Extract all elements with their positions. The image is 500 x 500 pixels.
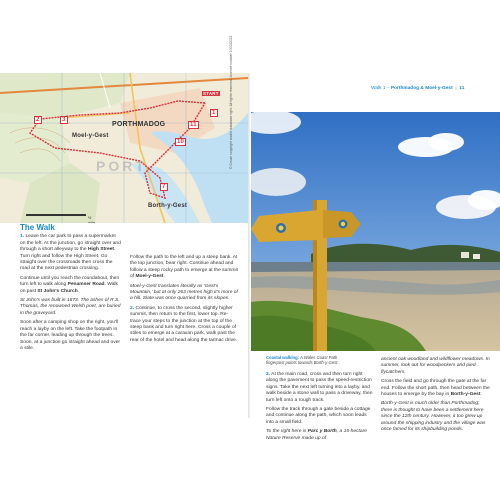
text-run: . xyxy=(77,288,80,294)
text-run: Borth-y-Gest is much older than Porthmadog; there is thought to have been a settlement here since the 12th century. However, it too grew up around the shipping industry and the village was once famed for its shipbuilding ponds. xyxy=(381,401,486,433)
text-run: St John's was built in 1873. The ashes of R.S. Thomas, the renowned Welsh poet, are buried in the graveyard. xyxy=(20,298,121,316)
text-run: . xyxy=(163,274,165,280)
body-paragraph xyxy=(130,284,238,303)
body-paragraph xyxy=(130,306,238,344)
caption-head: Coastal walking: xyxy=(266,355,300,360)
photo-caption xyxy=(266,355,352,366)
text-run: Follow the track through a gate beside a cottage and continue along the path, which soon leads into a small field. xyxy=(266,407,371,425)
text-run: Continue, to cross the second, slightly higher summit, then return to the first, lower top. Re-trace your steps to the junction at the top of the steep bank and turn right here. Cross a couple of stiles to emerge at a caravan park, walk past the rear of the hotel and head along the tarmac drive. xyxy=(130,305,238,343)
right-page-column-1 xyxy=(266,372,373,445)
header-walk-number: Walk 1 xyxy=(371,86,386,91)
fingerpost-photo xyxy=(251,112,500,351)
text-run: . Walk on past xyxy=(20,282,118,294)
text-run: Cross the field and go through the gate at the far end. Follow the short path, then head between the houses to emerge by the bay in xyxy=(381,379,490,398)
bold-place-name: St John's Church xyxy=(37,288,78,294)
header-separator: – xyxy=(386,86,390,91)
body-paragraph xyxy=(20,234,121,272)
map-scale xyxy=(26,211,96,221)
body-paragraph xyxy=(381,379,491,398)
left-col2-body xyxy=(130,255,238,344)
text-run: , a 15-hectare Nature Reserve made up of xyxy=(266,429,367,441)
body-paragraph xyxy=(381,401,491,433)
waypoint-marker: 7 xyxy=(162,184,166,190)
map-copyright xyxy=(229,109,233,169)
walk-section-title: The Walk xyxy=(20,223,55,232)
text-run: Follow the path to the left and up a steep bank. At the top junction, bear right. Continue ahead and follow a steep rocky path to emerge at the summit of xyxy=(130,255,238,280)
bold-place-name: Moel-y-Gest xyxy=(135,274,164,280)
photo-graphic xyxy=(251,112,500,351)
text-run: Leave the car park to pass a supermarket on the left. At the junction, go straight over and through a short alleyway to the xyxy=(20,234,121,253)
book-gutter xyxy=(248,73,250,418)
body-paragraph xyxy=(266,372,373,404)
text-run: To the right here is xyxy=(266,429,308,435)
bold-place-name: High Street xyxy=(87,247,115,253)
body-paragraph xyxy=(381,357,491,376)
text-run: Soon after a camping shop on the right, you'll reach a layby on the left. Take the footpath in the far corner, leading up through the trees. Soon, at a junction go straight ahead and over a stile. xyxy=(20,320,121,351)
body-paragraph xyxy=(20,276,121,295)
map-label-borth-y-gest: Borth-y-Gest xyxy=(148,203,188,209)
text-run: Continue until you reach the roundabout, then turn left to walk along xyxy=(20,275,120,288)
body-paragraph xyxy=(20,298,121,317)
waypoint-marker: 3 xyxy=(62,117,66,123)
route-map xyxy=(0,73,248,223)
text-run: ancient oak woodland and wildflower meadows. In summer, look out for woodpeckers and pied flycatchers. xyxy=(381,357,490,375)
scale-label: ½ mile xyxy=(88,215,96,223)
left-page-column-1 xyxy=(20,225,121,355)
header-route: Porthmadog & Moel-y-Gest xyxy=(390,86,453,91)
right-col2-body xyxy=(381,357,491,433)
bold-place-name: Penamser Road xyxy=(67,282,105,288)
map-start-marker: START xyxy=(203,91,219,96)
body-paragraph xyxy=(266,429,373,442)
left-page-column-2 xyxy=(130,255,238,347)
body-paragraph xyxy=(266,407,373,426)
waypoint-marker: 11 xyxy=(190,122,197,128)
map-label-moel-y-gest: Moel-y-Gest xyxy=(72,133,109,139)
book-spread xyxy=(0,73,500,441)
text-run: Moel-y-Gest translates literally as 'Gest's Mountain,' but at only 263 metres high it's more of a hill. Slate was once quarried from its slopes. xyxy=(130,283,238,302)
bold-place-name: Borth-y-Gest xyxy=(450,392,481,398)
page-header: Walk 1 – Porthmadog & Moel-y-Gest | 11 xyxy=(371,86,465,91)
bold-place-name: Parc y Borth xyxy=(307,429,337,435)
map-big-text: PORT xyxy=(96,158,147,174)
waypoint-marker: 10 xyxy=(177,139,185,145)
scale-bar xyxy=(26,214,86,216)
text-run: At the main road, cross and then turn right along the pavement to pass the speed-restriction signs. Take the next left turning into a layby, and walk beside a stone wall to pass a driveway, then turn left onto a rough track. xyxy=(266,372,373,403)
text-run: . xyxy=(480,392,482,398)
caption-text: A Wales Coast Path fingerpost points towards Borth-y-Gest xyxy=(266,355,338,366)
right-page-column-2 xyxy=(381,357,491,436)
map-label-porthmadog: PORTHMADOG xyxy=(112,121,166,128)
text-run: . Turn right and follow the High Street. Go straight over the crossroads then cross the road at the next pedestrian crossing. xyxy=(20,247,116,272)
page-number: 11 xyxy=(459,86,465,91)
step-number: 3. xyxy=(266,372,271,377)
right-col1-body xyxy=(266,372,373,442)
step-number: 1. xyxy=(20,234,25,240)
body-paragraph xyxy=(130,255,238,281)
left-col1-body xyxy=(20,234,121,352)
body-paragraph xyxy=(20,320,121,352)
step-number: 2. xyxy=(130,305,135,311)
waypoint-marker: 1 xyxy=(212,110,216,116)
waypoint-marker: 2 xyxy=(36,117,40,123)
